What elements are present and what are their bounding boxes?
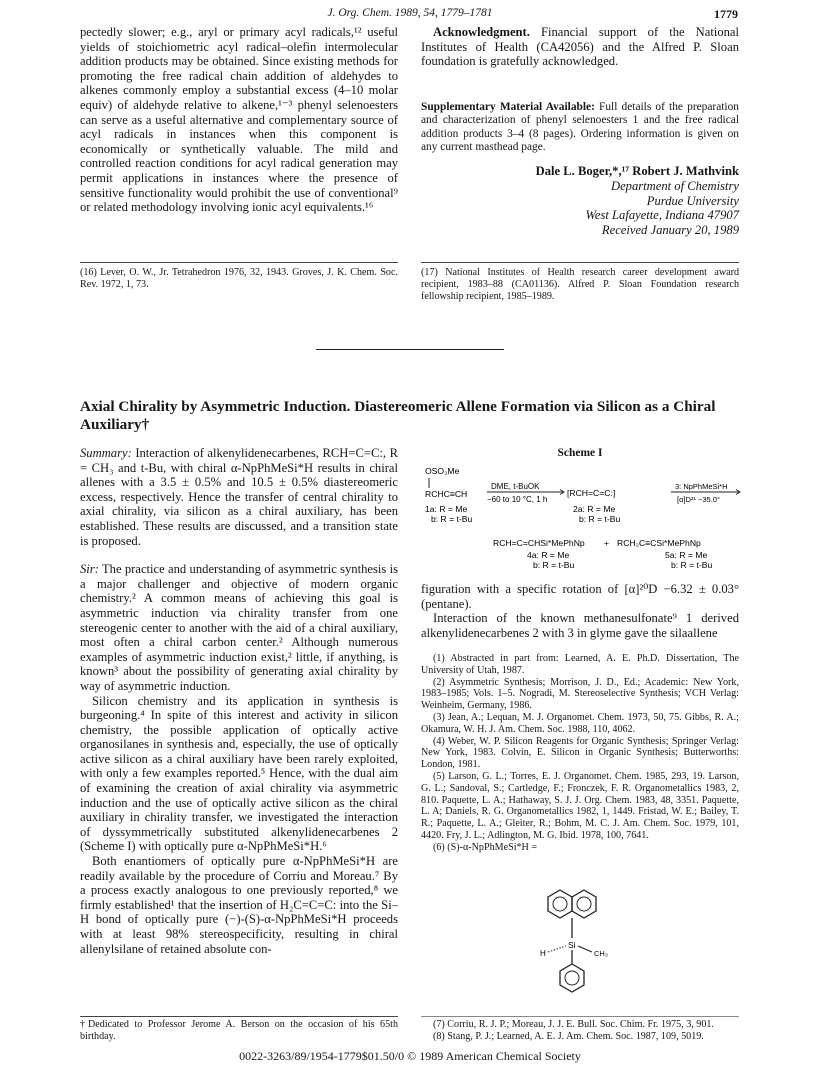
affiliation-line-3: West Lafayette, Indiana 47907 bbox=[585, 208, 739, 222]
affiliation-line-2: Purdue University bbox=[646, 193, 739, 208]
phenyl-aromatic bbox=[565, 971, 579, 985]
sir-label: Sir: bbox=[80, 562, 99, 577]
reference-item: (3) Jean, A.; Lequan, M. J. Organomet. Chem. 1973, 50, 75. Gibbs, R. A.; Okamura, W. H. J. Am. Chem. Soc. 1988, 110, 4062. bbox=[421, 711, 739, 735]
scheme-carbene: [RCH=C=C:] bbox=[567, 488, 616, 498]
article-left-column bbox=[80, 446, 398, 956]
scheme-diagram bbox=[421, 462, 743, 574]
footnote-rule-left bbox=[80, 262, 398, 263]
summary-text: Interaction of alkenylidenecarbenes, RCH=C=C:, R = CH₃ and t-Bu, with chiral α-NpPhMeSi*H results in chiral allenes with a 3.5 ± 0.5% and 10.5 ± 0.5% diastereomeric excess, respectively. Hence the transfer of central chirality to axial chirality, via silicon as a chiral auxiliary, has been established. These results are discussed, and a transition state is proposed. bbox=[80, 446, 398, 548]
reference-item: (1) Abstracted in part from: Learned, A. E. Ph.D. Dissertation, The University of Utah, 1987. bbox=[421, 653, 739, 676]
sir-text: The practice and understanding of asymmetric synthesis is a major challenger and objective of modern organic chemistry.² A common means of achieving this goal is asymmetric induction via chirality transfer from one stereogenic center to another with the aid of a chiral auxiliary, most often a chiral carbon center.² Although numerous examples of asymmetric induction exist,² little, if anything, is known³ about the possibility of generating axial chirality by way of asymmetric induction. bbox=[80, 562, 398, 693]
right-paragraph-1: figuration with a specific rotation of [α]²⁰D −6.32 ± 0.03° (pentane). bbox=[421, 582, 739, 611]
scheme-2a: 2a: R = Me bbox=[573, 504, 616, 514]
footnote-17-text: (17) National Institutes of Health research career development award recipient, 1983–88 (CA01136). Alfred P. Sloan Foundation research fellowship recipient, 1985–1989. bbox=[421, 267, 739, 302]
continued-paragraph bbox=[80, 25, 398, 215]
dagger-rule bbox=[80, 1016, 398, 1017]
scheme-reagent-bottom: −60 to 10 °C, 1 h bbox=[487, 495, 548, 504]
body-paragraph-3: Both enantiomers of optically pure α-NpPhMeSi*H are readily available by the procedure of Corriu and Moreau.⁷ By a process exactly analogous to one previously reported,⁸ we firmly established¹ that the insertion of H₂C=C=C: into the Si–H bond of optically pure (−)-(S)-α-NpPhMeSi*H proceeds with at least 98% stereospecificity, resulting in chiral allenylsilane of retained absolute con- bbox=[80, 854, 398, 956]
author-names: Dale L. Boger,*,¹⁷ Robert J. Mathvink bbox=[535, 164, 739, 178]
naphthyl-ring-right bbox=[572, 890, 596, 918]
scheme-product-5: RCH₂C≡CSi*MePhNp bbox=[617, 538, 701, 548]
signature-block bbox=[421, 164, 739, 237]
acknowledgment bbox=[421, 25, 739, 69]
article-right-column bbox=[421, 582, 739, 640]
scheme-4a: 4a: R = Me bbox=[527, 550, 570, 560]
reference-list bbox=[421, 653, 739, 854]
supp-heading: Supplementary Material Available: bbox=[421, 101, 595, 113]
silane-structure bbox=[520, 888, 640, 1006]
naphthyl-aromatic-right bbox=[577, 897, 591, 911]
ch3-label: CH₃ bbox=[594, 949, 608, 958]
si-ch3-bond bbox=[578, 946, 592, 952]
supplementary-material bbox=[421, 101, 739, 155]
scheme-5a: 5a: R = Me bbox=[665, 550, 708, 560]
dedication-note bbox=[80, 1019, 398, 1043]
footnote-16 bbox=[80, 267, 398, 291]
reference-item: (6) (S)-α-NpPhMeSi*H = bbox=[433, 841, 538, 853]
ack-text: Financial support of the National Institutes of Health (CA42056) and the Alfred P. Sloan foundation is gratefully acknowledged. bbox=[421, 25, 739, 69]
summary-label: Summary: bbox=[80, 446, 132, 460]
scheme-1a: 1a: R = Me bbox=[425, 504, 468, 514]
dedication-note-text: †Dedicated to Professor Jerome A. Berson on the occasion of his 65th birthday. bbox=[80, 1019, 398, 1042]
scheme-product-4: RCH=C=CHSi*MePhNp bbox=[493, 538, 585, 548]
continued-paragraph-text: pectedly slower; e.g., aryl or primary acyl radicals,¹² useful yields of stoichiometric acyl radical–olefin intermolecular addition products may be obtained. Since existing methods for promoting the free radical chain addition of aldehydes to alkenes commonly employ a substantial excess (4–10 molar equiv) of aldehyde relative to alkene,¹⁻³ phenyl selenoesters can serve as a useful alternative and complementary source of acyl radicals in instances when this component is economically or synthetically valuable. The mild and controlled reaction conditions for acyl radical generation may permit applications in instances where the presence of sensitive functionality would prohibit the use of conventional⁹ or related methodology involving ionic acyl equivalents.¹⁶ bbox=[80, 25, 398, 215]
supp-text: Full details of the preparation and characterization of phenyl selenoesters 1 and the free radical addition products 3–4 (8 pages). Ordering information is given on any current masthead page. bbox=[421, 101, 739, 154]
reference-list-bottom bbox=[421, 1019, 739, 1043]
naphthyl-ring-left bbox=[548, 890, 572, 918]
reference-item: (4) Weber, W. P. Silicon Reagents for Organic Synthesis; Springer Verlag: New York, 1983. Colvin, E. Silicon in Organic Synthesis; Butterworths: London, 1981. bbox=[421, 735, 739, 771]
ack-heading: Acknowledgment. bbox=[433, 25, 530, 39]
reference-item: (7) Corriu, R. J. P.; Moreau, J. J. E. Bull. Soc. Chim. Fr. 1975, 3, 901. bbox=[433, 1019, 714, 1030]
scheme-start-material: RCHC≡CH bbox=[425, 489, 468, 499]
reference-item: (5) Larson, G. L.; Torres, E. J. Organomet. Chem. 1985, 293, 19. Larson, G. L.; Sandoval, S.; Cartledge, F.; Fronczek, F. R. Organometallics 1983, 2, 810. Paquette, L. A.; Hathaway, S. J. J. Org. Chem. 1983, 48, 3351. Paquette, L. A; Daniels, R. G. Organometallics 1982, 1, 1449. Fristad, W. E.; Bailey, T. R.; Paquette, L. A.; Gleiter, R.; Bohm, M. C. J. Am. Chem. Soc. 1979, 101, 4420. Fry, J. L.; Adlington, M. G. Ibid. 1978, 100, 7641. bbox=[421, 770, 739, 841]
received-date: Received January 20, 1989 bbox=[601, 222, 739, 237]
silane-structure-svg bbox=[520, 888, 640, 1006]
naphthyl-aromatic-left bbox=[553, 897, 567, 911]
scheme-4b: b: R = t-Bu bbox=[533, 560, 575, 570]
footnote-17 bbox=[421, 267, 739, 302]
scheme-plus: + bbox=[604, 538, 610, 548]
scheme-1 bbox=[421, 462, 743, 574]
scheme-title: Scheme I bbox=[557, 447, 603, 459]
article-separator bbox=[316, 349, 504, 350]
body-paragraph-2: Silicon chemistry and its application in synthesis is burgeoning.⁴ In spite of this interest and activity in silicon chemistry, the possible application of optically active organosilanes in synthesis and, especially, the use of optically active silicon as a chiral auxiliary have been rarely exploited, with only a few examples reported.⁵ Hence, with the dual aim of examining the creation of axial chirality via asymmetric induction and the use of optically active silicon as the chiral auxiliary in chirality transfer, we investigated the interaction of dyssymmetrically substituted alkenylidenecarbenes 2 (Scheme I) with optically pure α-NpPhMeSi*H.⁶ bbox=[80, 693, 398, 854]
right-paragraph-2: Interaction of the known methanesulfonate⁹ 1 derived alkenylidenecarbenes 2 with 3 in glyme gave the silaallene bbox=[421, 611, 739, 640]
si-h-bond bbox=[548, 946, 566, 952]
right-ref-rule bbox=[421, 1016, 739, 1017]
scheme-reagent-top: DME, t-BuOK bbox=[491, 482, 540, 491]
scheme-oso2me: OSO₂Me bbox=[425, 466, 460, 476]
running-header-citation: J. Org. Chem. 1989, 54, 1779–1781 bbox=[327, 7, 493, 19]
page-footer: 0022-3263/89/1954-1779$01.50/0 © 1989 American Chemical Society bbox=[239, 1049, 581, 1063]
si-atom-label: Si bbox=[568, 940, 576, 950]
page-number: 1779 bbox=[714, 7, 738, 21]
article-title: Axial Chirality by Asymmetric Induction. Diastereomeric Allene Formation via Silicon as a Chiral Auxiliary† bbox=[80, 398, 716, 433]
summary bbox=[80, 446, 398, 548]
scheme-5b: b: R = t-Bu bbox=[671, 560, 713, 570]
sir-paragraph bbox=[80, 562, 398, 693]
scheme-2b: b: R = t-Bu bbox=[579, 514, 621, 524]
scheme-1b: b: R = t-Bu bbox=[431, 514, 473, 524]
h-atom-label: H bbox=[540, 949, 546, 958]
scheme-rotation: [α]D²¹ −35.0° bbox=[677, 495, 720, 504]
reference-item: (2) Asymmetric Synthesis; Morrison, J. D., Ed.; Academic: New York, 1983–1985; Vols. 1–5. Nogradi, M. Stereoselective Synthesis; VCH Verlag: Weinheim, Germany, 1986. bbox=[421, 676, 739, 712]
phenyl-ring bbox=[560, 964, 584, 992]
footnote-16-text: (16) Lever, O. W., Jr. Tetrahedron 1976, 32, 1943. Groves, J. K. Chem. Soc. Rev. 1972, 1, 73. bbox=[80, 267, 398, 290]
footnote-rule-right bbox=[421, 262, 739, 263]
reference-item: (8) Stang, P. J.; Learned, A. E. J. Am. Chem. Soc. 1987, 109, 5019. bbox=[433, 1030, 704, 1042]
scheme-reagent-3: 3: NpPhMeSi*H bbox=[675, 482, 728, 491]
affiliation-line-1: Department of Chemistry bbox=[610, 179, 739, 193]
